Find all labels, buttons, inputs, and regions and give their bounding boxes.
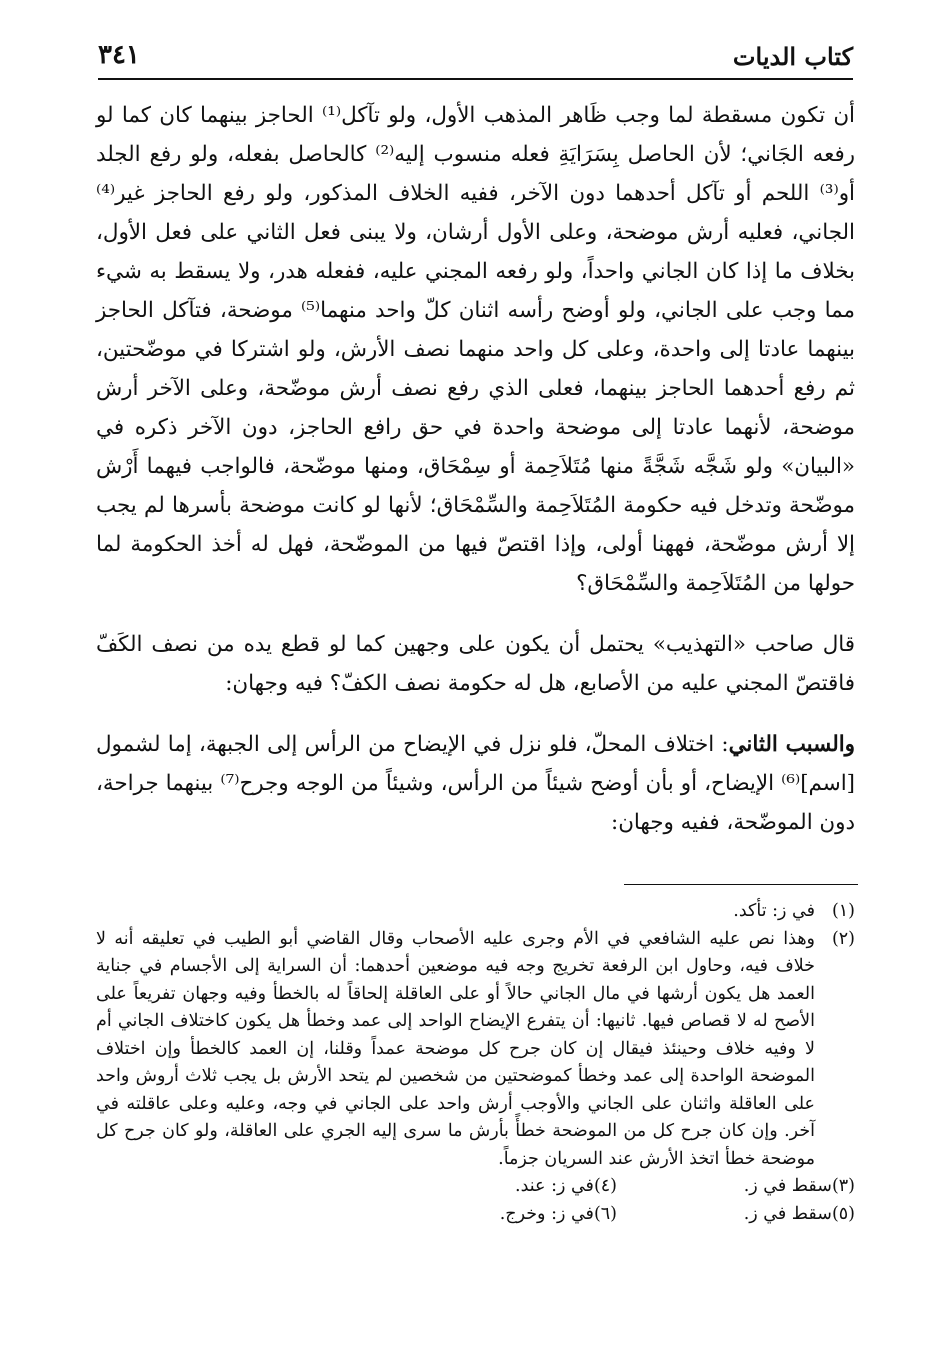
footnote-text: في ز: عند. [515,1176,594,1196]
footnote-text: في ز: وخرج. [499,1203,594,1224]
footnote-text: في ز: تأكد. [733,901,815,921]
footnote-number: (٤) [593,1176,617,1196]
footnote-row [96,1173,855,1201]
footnote [96,898,855,926]
footnote-separator [624,884,858,885]
footnote-number: (٥) [831,1203,855,1224]
footnote-text: سقط في ز. [743,1203,832,1224]
footnote-text: وهذا نص عليه الشافعي في الأم وجرى عليه الأصحاب وقال القاضي أبو الطيب في تعليقه أنه لا خلاف فيه، وحاول ابن الرفعة تخريج وجه فيه موضعين أحدهما: أن السراية إلى الأجسام في جناية العمد هل يكون أرشها في مال الجاني حالاً أو على العاقلة إلحاقاً له بالخطأ وفيه وجهان تفريعاً على الأصح له لا قصاص فيها. ثانيها: أن يتفرع الإيضاح الواحد إلى عمد وخطأ هل يكون كاختلاف الجاني أم لا وفيه خلاف وحينئذ فيقال إن كان جرح كل موضحة عمداً وقلنا، إن العمد كالخطأ وإن اختلاف الموضحة الواحدة إلى عمد وخطأ كموضحتين من شخصين لم يتحد الأرش بل يجب ثلاث أروش واحد على العاقلة واثنان على الجاني والأوجب أرش واحد على الجاني في وجه، وعليه وعلى عاقلته في آخر. وإن كان جرح كل من الموضحة خطأً بأرش ما سرى إليه الجري على العاقلة، ولو كان جرح كل موضحة خطأ اتخذ الأرش عند السريان جزماً. [96,928,815,1169]
paragraph-3 [96,725,855,842]
footnote [379,1201,617,1229]
footnote-number: (٣) [831,1176,855,1196]
footnote-number: (٢) [831,928,855,949]
running-title: كتاب الديات [732,42,853,71]
footnote [379,1173,617,1201]
main-text [96,96,855,842]
page-header [98,38,853,80]
paragraph-2: قال صاحب «التهذيب» يحتمل أن يكون على وجهين كما لو قطع يده من نصف الكَفّ فاقتصّ المجني عليه من الأصابع، هل له حكومة نصف الكفّ؟ فيه وجهان: [96,632,855,696]
footnote-row [96,1201,855,1229]
page-number: ٣٤١ [98,40,140,70]
paragraph-3-text: : اختلاف المحلّ، فلو نزل في الإيضاح من الرأس إلى الجبهة، إما لشمول [اسم]⁽⁶⁾ الإيضاح، أو بأن أوضح شيئاً من الرأس، وشيئاً من الوجه وجرح⁽⁷⁾ بينهما جراحة، دون الموضّحة، ففيه وجهان: [96,732,855,835]
footnote-text: سقط في ز. [743,1176,832,1196]
footnote [617,1173,855,1201]
footnote [96,926,855,1174]
paragraph-1: أن تكون مسقطة لما وجب ظَاهر المذهب الأول، ولو تآكل⁽¹⁾ الحاجز بينهما كان كما لو رفعه الجَاني؛ لأن الحاصل بِسَرَايَةِ فعله منسوب إليه⁽²⁾ كالحاصل بفعله، ولو رفع الجلد أو⁽³⁾ اللحم أو تآكل أحدهما دون الآخر، ففيه الخلاف المذكور، ولو رفع الحاجز غير⁽⁴⁾ الجاني، فعليه أرش موضحة، وعلى الأول أرشان، ولا يبنى فعل الثاني على فعل الأول، بخلاف ما إذا كان الجاني واحداً، ولو رفعه المجني عليه، ففعله هدر، ولا يسقط به شيء مما وجب على الجاني، ولو أوضح رأسه اثنان كلّ واحد منهما⁽⁵⁾ موضحة، فتآكل الحاجز بينهما عادتا إلى واحدة، وعلى كل واحد منهما نصف الأرش، ولو اشتركا في موضّحتين، ثم رفع أحدهما الحاجز بينهما، فعلى الذي رفع نصف أرش موضّحة، وعلى الآخر أرش موضحة، لأنهما عادتا إلى موضحة واحدة في حق رافع الحاجز، دون الآخر ذكره في «البيان» ولو شَجَّه شَجَّةً منها مُتَلاَحِمة أو سِمْحَاق، ومنها موضّحة، فالواجب فيهما أَرْش موضّحة وتدخل فيه حكومة المُتَلاَحِمة والسِّمْحَاق؛ لأنها لو كانت موضحة بأسرها لم يجب إلا أرش موضّحة، فههنا أولى، وإذا اقتصّ فيها من الموضّحة، فهل له أخذ الحكومة لما حولها من المُتَلاَحِمة والسِّمْحَاق؟ [96,103,856,596]
footnote [617,1201,855,1229]
footnote-number: (١) [831,901,855,921]
section-lead: والسبب الثاني [728,732,855,757]
footnote-number: (٦) [593,1203,617,1224]
footnotes [96,898,855,1228]
